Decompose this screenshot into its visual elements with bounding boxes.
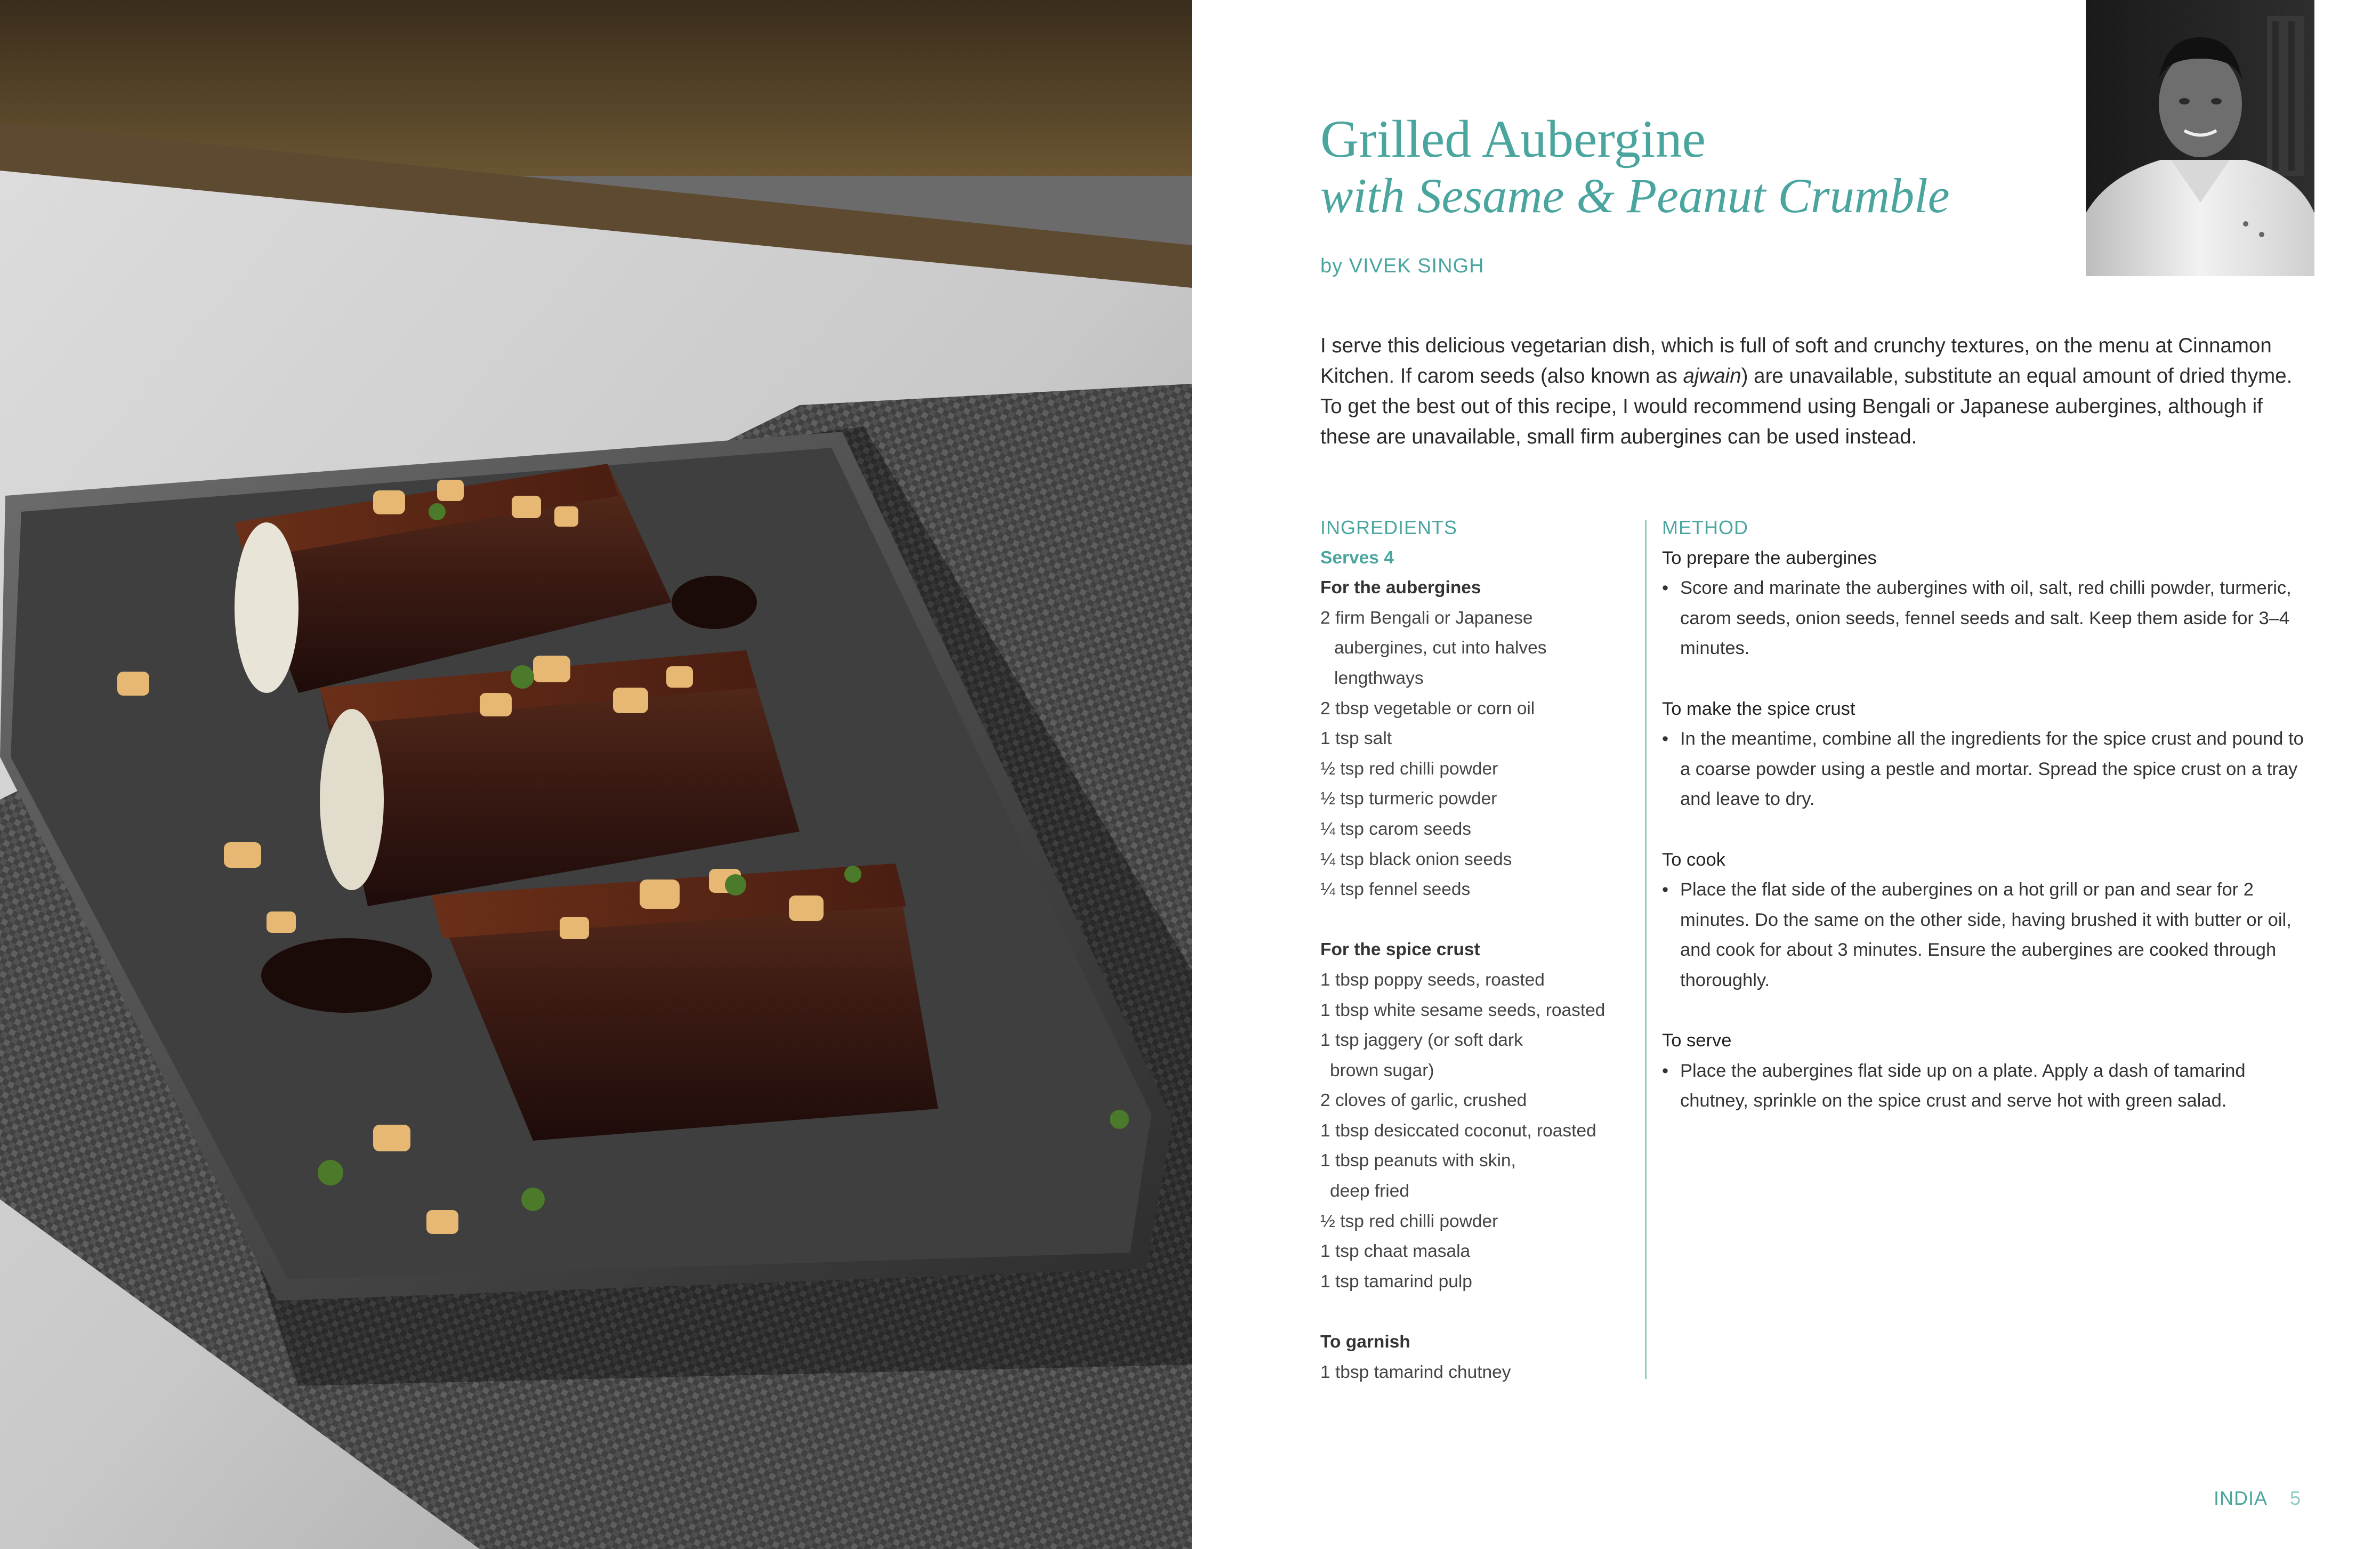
ingredient-item: aubergines, cut into halves: [1334, 638, 1547, 658]
ingredient-item: lengthways: [1334, 668, 1424, 688]
garnish-subheading: To garnish: [1320, 1332, 1410, 1352]
serves-count: Serves 4: [1320, 547, 1394, 568]
ingredient-item: 1 tsp jaggery (or soft dark: [1320, 1030, 1523, 1051]
recipe-title: Grilled Aubergine: [1320, 109, 1706, 168]
intro-text-part1: I serve this delicious vegetarian dish, which is full of soft and crunchy textures, on the menu at Cinnamon Kitchen. If carom seeds (also known as: [1320, 334, 2272, 388]
ingredient-item: ¼ tsp black onion seeds: [1320, 849, 1512, 869]
ingredient-item: 1 tbsp desiccated coconut, roasted: [1320, 1120, 1596, 1141]
intro-paragraph: [1320, 330, 2317, 452]
recipe-byline: by VIVEK SINGH: [1320, 255, 1485, 277]
ingredient-item: 1 tsp tamarind pulp: [1320, 1271, 1472, 1292]
ingredients-column: [1320, 513, 1640, 1387]
step-body: In the meantime, combine all the ingredients for the spice crust and pound to a coarse powder using a pestle and mortar. Spread the spice crust on a tray and leave to dry.: [1680, 729, 2304, 810]
recipe-subtitle: with Sesame & Peanut Crumble: [1320, 168, 1950, 223]
method-heading: METHOD: [1662, 517, 1748, 538]
step-heading-serve: To serve: [1662, 1030, 1732, 1051]
step-text-cook: [1662, 875, 2318, 995]
bullet-icon: •: [1662, 880, 1669, 900]
ingredient-item: ¼ tsp fennel seeds: [1320, 880, 1471, 900]
intro-text-part2: ) are unavailable, substitute an equal amount of dried thyme. To get the best out of this recipe, I would recommend using Bengali or Japanese aubergines, although if these are unavailable, small firm aubergines can be used instead.: [1320, 365, 2293, 448]
ingredient-item: 1 tsp chaat masala: [1320, 1241, 1471, 1262]
column-divider: [1645, 520, 1647, 1379]
step-heading-prepare: To prepare the aubergines: [1662, 547, 1877, 568]
ingredient-item: 1 tbsp white sesame seeds, roasted: [1320, 1000, 1606, 1020]
bullet-icon: •: [1662, 578, 1669, 599]
ingredient-item: ½ tsp red chilli powder: [1320, 759, 1498, 779]
step-body: Place the aubergines flat side up on a plate. Apply a dash of tamarind chutney, sprinkle on the spice crust and serve hot with green salad.: [1680, 1060, 2246, 1111]
ingredient-item: ½ tsp turmeric powder: [1320, 789, 1497, 809]
ingredient-item: 2 tbsp vegetable or corn oil: [1320, 698, 1535, 719]
spice-crust-subheading: For the spice crust: [1320, 940, 1480, 960]
ingredient-item: 1 tbsp poppy seeds, roasted: [1320, 970, 1545, 990]
ingredient-item: brown sugar): [1330, 1060, 1434, 1080]
ingredient-item: 2 cloves of garlic, crushed: [1320, 1091, 1527, 1111]
bullet-icon: •: [1662, 729, 1669, 749]
page-footer: [2214, 1487, 2301, 1510]
page-number: 5: [2290, 1487, 2302, 1509]
chef-portrait: [2086, 0, 2314, 276]
ingredients-heading: INGREDIENTS: [1320, 517, 1458, 538]
intro-italic-term: ajwain: [1683, 365, 1741, 388]
ingredient-item: 1 tsp salt: [1320, 729, 1392, 749]
ingredient-item: 1 tbsp tamarind chutney: [1320, 1362, 1511, 1382]
step-body: Place the flat side of the aubergines on a hot grill or pan and sear for 2 minutes. Do the same on the other side, having brushed it with butter or oil, and cook for about 3 minutes. Ensure the aubergines are cooked through thoroughly.: [1680, 880, 2292, 990]
ingredient-item: ¼ tsp carom seeds: [1320, 819, 1472, 839]
step-heading-cook: To cook: [1662, 849, 1725, 870]
step-body: Score and marinate the aubergines with oil, salt, red chilli powder, turmeric, carom seeds, onion seeds, fennel seeds and salt. Keep them aside for 3–4 minutes.: [1680, 578, 2292, 659]
aubergines-subheading: For the aubergines: [1320, 578, 1481, 598]
step-text-crust: [1662, 724, 2318, 814]
step-text-serve: [1662, 1056, 2318, 1116]
step-text-prepare: [1662, 573, 2318, 664]
ingredient-item: 2 firm Bengali or Japanese: [1320, 608, 1533, 628]
ingredient-item: 1 tbsp peanuts with skin,: [1320, 1151, 1516, 1171]
bullet-icon: •: [1662, 1060, 1669, 1081]
step-heading-crust: To make the spice crust: [1662, 698, 1855, 719]
ingredient-item: ½ tsp red chilli powder: [1320, 1211, 1498, 1231]
method-column: [1662, 513, 2318, 1116]
ingredient-item: deep fried: [1330, 1181, 1409, 1201]
footer-section: INDIA: [2214, 1487, 2268, 1509]
